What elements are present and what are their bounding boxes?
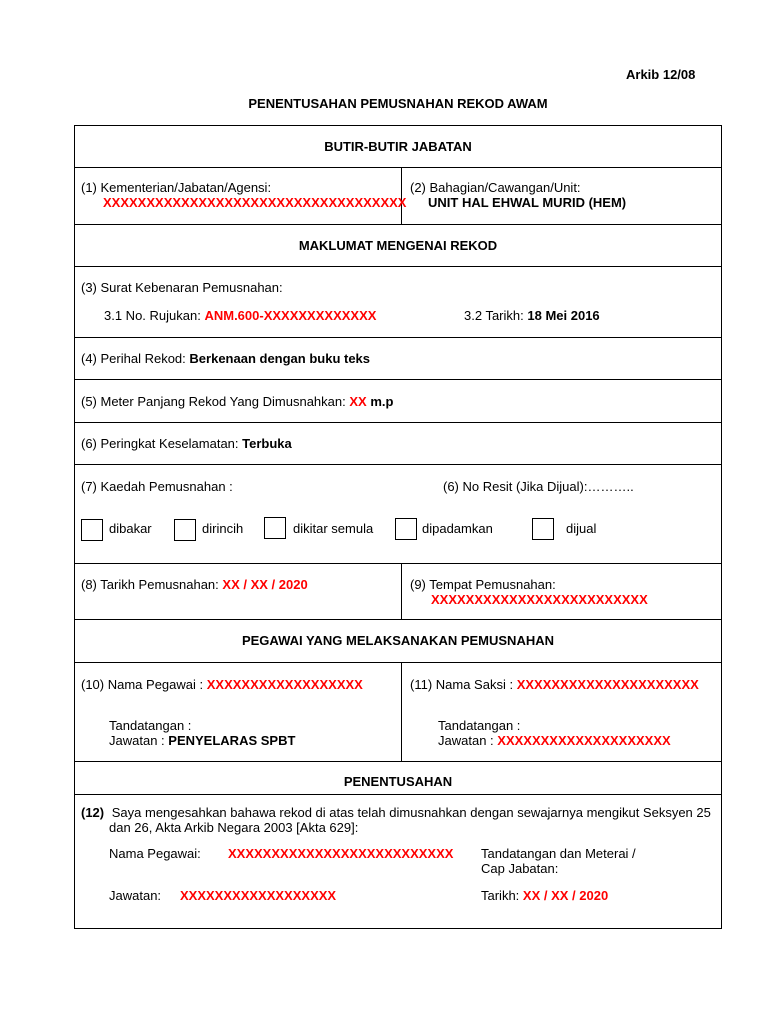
reference-label: 3.1 No. Rujukan:: [104, 308, 201, 323]
method-option-label: dikitar semula: [293, 521, 374, 536]
security-level: [81, 436, 292, 451]
record-subject: [81, 351, 370, 366]
witness-signature-label: Tandatangan :: [438, 718, 521, 733]
section-heading-officers: PEGAWAI YANG MELAKSANAKAN PEMUSNAHAN: [241, 633, 555, 648]
divider: [74, 563, 722, 564]
ministry-label: (1) Kementerian/Jabatan/Agensi:: [81, 180, 272, 195]
method-option-label: dirincih: [202, 521, 244, 536]
checkbox-dipadamkan[interactable]: [395, 518, 417, 540]
officer-name: [81, 677, 363, 692]
witness-name-value: XXXXXXXXXXXXXXXXXXXXX: [516, 677, 699, 692]
document-title: PENENTUSAHAN PEMUSNAHAN REKOD AWAM: [248, 96, 548, 111]
divider: [74, 464, 722, 465]
cert-date: [481, 888, 608, 903]
method-option-label: dipadamkan: [422, 521, 493, 536]
destruction-date: [81, 577, 308, 592]
cert-date-label: Tarikh:: [481, 888, 520, 903]
witness-post-value: XXXXXXXXXXXXXXXXXXXX: [497, 733, 671, 748]
column-divider: [401, 563, 402, 619]
column-divider: [401, 662, 402, 761]
officer-signature-label: Tandatangan :: [109, 718, 192, 733]
document-ref: Arkib 12/08: [626, 67, 696, 82]
cert-post-value: XXXXXXXXXXXXXXXXXX: [180, 888, 337, 903]
receipt-label: (6) No Resit (Jika Dijual):………..: [443, 479, 634, 494]
certification-number: (12): [81, 805, 105, 820]
divider: [74, 794, 722, 795]
permit-label: (3) Surat Kebenaran Pemusnahan:: [81, 280, 283, 295]
officer-name-label: (10) Nama Pegawai :: [81, 677, 204, 692]
witness-name-label: (11) Nama Saksi :: [410, 677, 514, 692]
destruction-place-value: XXXXXXXXXXXXXXXXXXXXXXXXX: [431, 592, 648, 607]
officer-post-label: Jawatan :: [109, 733, 165, 748]
checkbox-dibakar[interactable]: [81, 519, 103, 541]
divider: [74, 761, 722, 762]
divider: [74, 337, 722, 338]
divider: [74, 224, 722, 225]
method-option-label: dibakar: [109, 521, 152, 536]
divider: [74, 379, 722, 380]
seal-label-line2: Cap Jabatan:: [481, 861, 559, 876]
security-value: Terbuka: [242, 436, 292, 451]
subject-label: (4) Perihal Rekod:: [81, 351, 186, 366]
record-length: [81, 394, 393, 409]
division-value: UNIT HAL EHWAL MURID (HEM): [428, 195, 627, 210]
certification-line1: [81, 805, 711, 820]
destruction-place-label: (9) Tempat Pemusnahan:: [410, 577, 556, 592]
certification-text: Saya mengesahkan bahawa rekod di atas telah dimusnahkan dengan sewajarnya mengikut Seksyen 25: [111, 805, 711, 820]
reference-value: ANM.600-XXXXXXXXXXXXX: [204, 308, 377, 323]
length-unit: m.p: [370, 394, 394, 409]
checkbox-dikitar-semula[interactable]: [264, 517, 286, 539]
cert-post-label: Jawatan:: [109, 888, 162, 903]
destruction-date-label: (8) Tarikh Pemusnahan:: [81, 577, 219, 592]
section-heading-certification: PENENTUSAHAN: [343, 774, 453, 789]
permit-date: [464, 308, 600, 323]
witness-name: [410, 677, 699, 692]
method-option-label: dijual: [566, 521, 597, 536]
method-label: (7) Kaedah Pemusnahan :: [81, 479, 233, 494]
divider: [74, 422, 722, 423]
security-label: (6) Peringkat Keselamatan:: [81, 436, 239, 451]
divider: [74, 266, 722, 267]
length-label: (5) Meter Panjang Rekod Yang Dimusnahkan:: [81, 394, 346, 409]
destruction-date-value: XX / XX / 2020: [222, 577, 308, 592]
officer-post-value: PENYELARAS SPBT: [168, 733, 296, 748]
officer-name-value: XXXXXXXXXXXXXXXXXX: [206, 677, 363, 692]
divider: [74, 662, 722, 663]
certification-line2: dan 26, Akta Arkib Negara 2003 [Akta 629]:: [109, 820, 359, 835]
witness-post-label: Jawatan :: [438, 733, 494, 748]
checkbox-dirincih[interactable]: [174, 519, 196, 541]
ministry-value: XXXXXXXXXXXXXXXXXXXXXXXXXXXXXXXXXXX: [103, 195, 407, 210]
seal-label-line1: Tandatangan dan Meterai /: [481, 846, 636, 861]
division-label: (2) Bahagian/Cawangan/Unit:: [410, 180, 581, 195]
cert-name-label: Nama Pegawai:: [109, 846, 201, 861]
section-heading-record: MAKLUMAT MENGENAI REKOD: [298, 238, 498, 253]
cert-name-value: XXXXXXXXXXXXXXXXXXXXXXXXXX: [228, 846, 454, 861]
checkbox-dijual[interactable]: [532, 518, 554, 540]
reference-no: [104, 308, 376, 323]
permit-date-value: 18 Mei 2016: [527, 308, 600, 323]
witness-post: [438, 733, 671, 748]
divider: [74, 167, 722, 168]
section-heading-dept: BUTIR-BUTIR JABATAN: [324, 139, 472, 154]
permit-date-label: 3.2 Tarikh:: [464, 308, 524, 323]
length-value: XX: [349, 394, 367, 409]
subject-value: Berkenaan dengan buku teks: [189, 351, 371, 366]
officer-post: [109, 733, 295, 748]
cert-date-value: XX / XX / 2020: [522, 888, 609, 903]
divider: [74, 619, 722, 620]
